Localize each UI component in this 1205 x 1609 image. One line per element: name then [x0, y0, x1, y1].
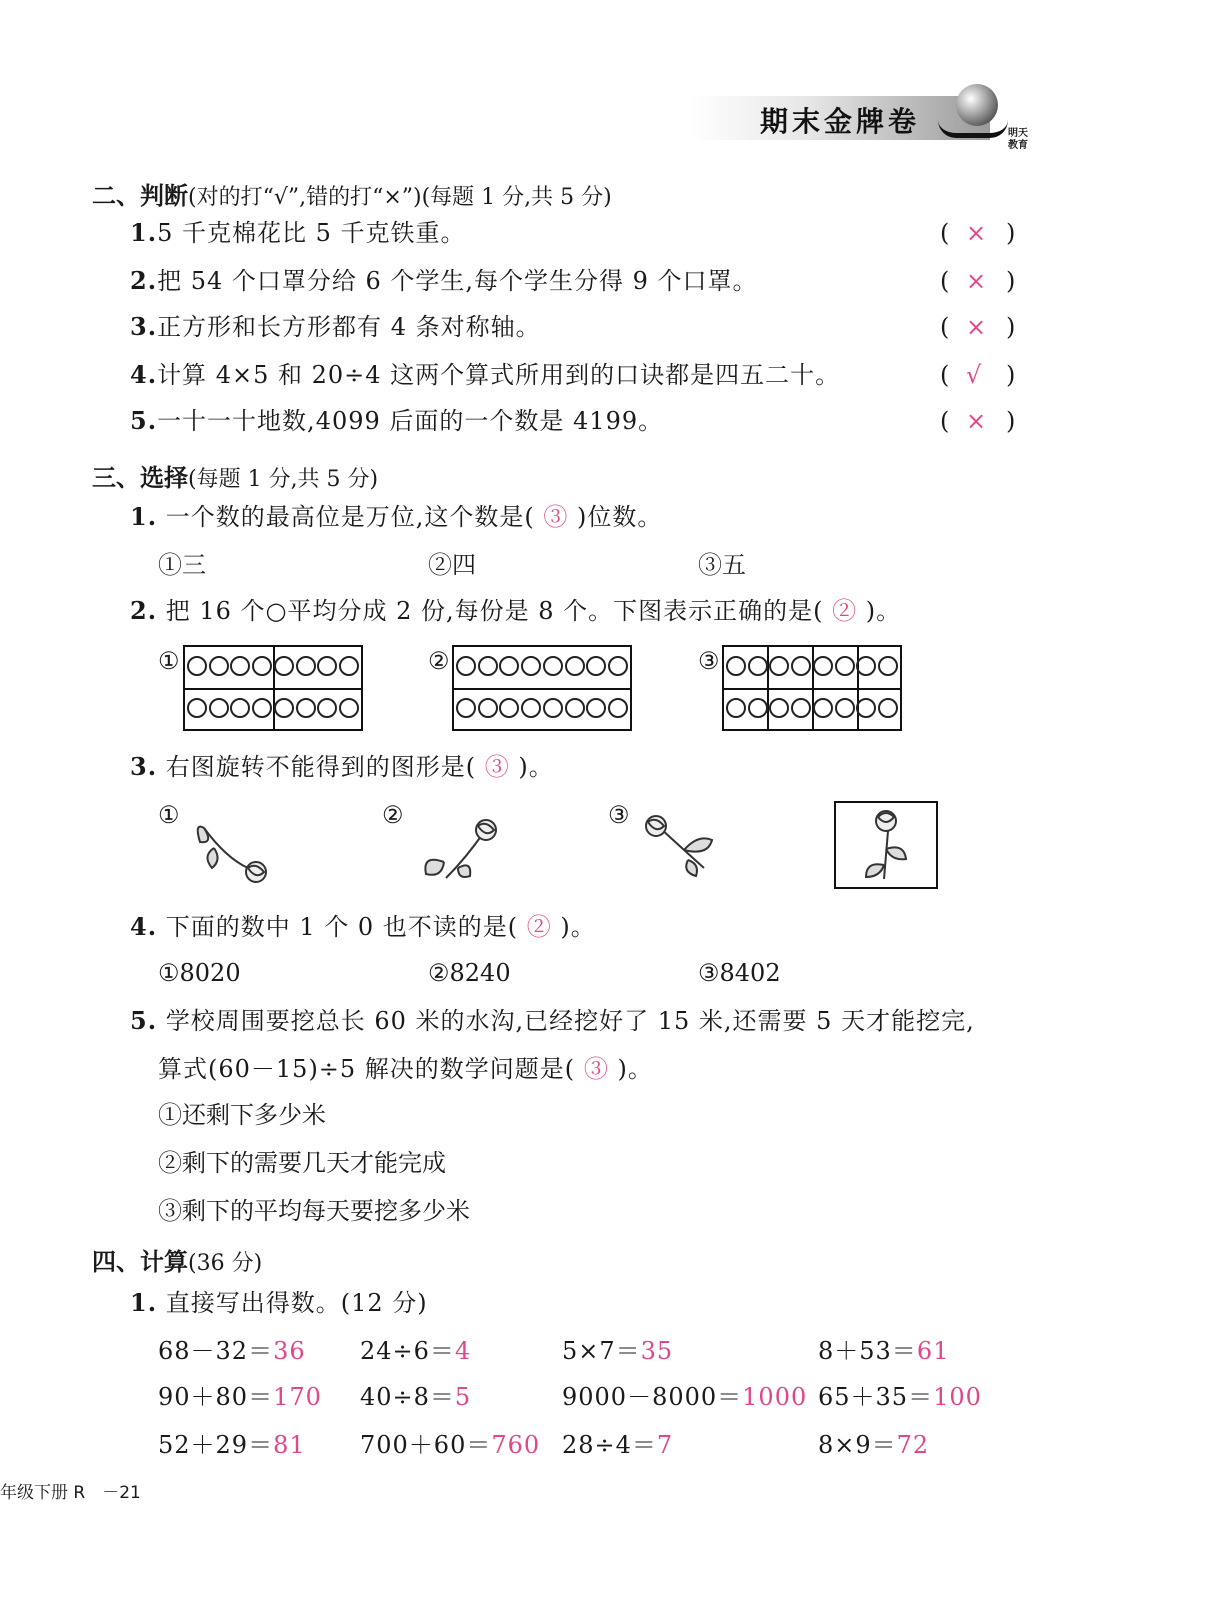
- circle-mark: [835, 656, 855, 676]
- circle-mark: [252, 698, 272, 718]
- circle-row: [726, 698, 898, 718]
- question-3-4: 4. 下面的数中 1 个 0 也不读的是( ② )。: [130, 912, 596, 941]
- circle-mark: [521, 656, 541, 676]
- answer: ②: [526, 913, 552, 941]
- circle-mark: [252, 656, 272, 676]
- reference-rose-figure: [834, 801, 938, 889]
- section-3-heading: 三、选择(每题 1 分,共 5 分): [92, 463, 379, 492]
- paren-close: ): [1006, 407, 1016, 435]
- judgement-item: 1.5 千克棉花比 5 千克铁重。: [130, 218, 466, 247]
- circle-mark: [230, 656, 250, 676]
- option: ②8240: [428, 959, 511, 987]
- calc-item: 8×9＝72: [818, 1431, 930, 1459]
- circle-mark: [339, 656, 359, 676]
- rose-icon: [836, 803, 936, 887]
- section-2-heading: 二、判断(对的打“√”,错的打“×”)(每题 1 分,共 5 分): [92, 181, 612, 210]
- calc-item: 28÷4＝7: [562, 1431, 674, 1459]
- circle-mark: [813, 656, 833, 676]
- judgement-item: 3.正方形和长方形都有 4 条对称轴。: [130, 312, 541, 341]
- circle-mark: [608, 698, 628, 718]
- circle-mark: [586, 698, 606, 718]
- circle-mark: [769, 698, 789, 718]
- circle-mark: [521, 698, 541, 718]
- question-4-1: 1. 直接写出得数。(12 分): [130, 1288, 428, 1317]
- circle-mark: [856, 656, 876, 676]
- circle-row: [187, 698, 359, 718]
- rose-figure-1: [186, 818, 276, 890]
- question-3-3: 3. 右图旋转不能得到的图形是( ③ )。: [130, 752, 554, 781]
- publisher-logo: 明天 教育: [1008, 128, 1028, 151]
- header-banner: [690, 84, 1050, 162]
- circle-grid-2: [452, 645, 632, 731]
- answer: 170: [273, 1383, 322, 1411]
- option: ①三: [158, 551, 206, 579]
- calc-item: 52＋29＝81: [158, 1431, 306, 1459]
- paren-close: ): [1006, 219, 1016, 247]
- circle-row: [456, 656, 628, 676]
- calc-item: 8＋53＝61: [818, 1337, 950, 1365]
- circle-mark: [769, 656, 789, 676]
- calc-item: 90＋80＝170: [158, 1383, 322, 1411]
- calc-item: 24÷6＝4: [360, 1337, 472, 1365]
- option: ②四: [428, 551, 476, 579]
- swoosh-icon: [938, 120, 1008, 138]
- circle-mark: [296, 698, 316, 718]
- option: ③五: [698, 551, 746, 579]
- circle-mark: [543, 698, 563, 718]
- figure-label: ③: [698, 647, 720, 675]
- answer: ②: [832, 597, 858, 625]
- answer-mark: ×: [966, 407, 987, 435]
- circle-mark: [187, 656, 207, 676]
- figure-label: ②: [382, 801, 404, 829]
- option: ②剩下的需要几天才能完成: [158, 1149, 446, 1177]
- circle-mark: [565, 656, 585, 676]
- circle-mark: [565, 698, 585, 718]
- option: ①还剩下多少米: [158, 1101, 326, 1129]
- answer: 72: [896, 1431, 930, 1459]
- circle-mark: [748, 698, 768, 718]
- option: ③8402: [698, 959, 781, 987]
- paren-close: ): [1006, 361, 1016, 389]
- circle-mark: [856, 698, 876, 718]
- circle-mark: [339, 698, 359, 718]
- circle-mark: [274, 656, 294, 676]
- paren-close: ): [1006, 267, 1016, 295]
- paren-open: (: [940, 361, 950, 389]
- circle-mark: [791, 698, 811, 718]
- circle-row: [456, 698, 628, 718]
- circle-mark: [456, 698, 476, 718]
- circle-mark: [187, 698, 207, 718]
- answer: 1000: [742, 1383, 808, 1411]
- calc-item: 700＋60＝760: [360, 1431, 541, 1459]
- answer: 35: [640, 1337, 674, 1365]
- circle-row: [726, 656, 898, 676]
- option: ①8020: [158, 959, 241, 987]
- circle-mark: [456, 656, 476, 676]
- paren-open: (: [940, 407, 950, 435]
- circle-mark: [726, 656, 746, 676]
- circle-mark: [835, 698, 855, 718]
- answer: 81: [273, 1431, 306, 1459]
- circle-grid-3: [722, 645, 902, 731]
- circle-mark: [478, 656, 498, 676]
- banner-title: 期末金牌卷: [760, 105, 921, 138]
- circle-mark: [317, 656, 337, 676]
- option: ③剩下的平均每天要挖多少米: [158, 1197, 470, 1225]
- circle-mark: [586, 656, 606, 676]
- answer: ③: [583, 1055, 609, 1083]
- circle-mark: [726, 698, 746, 718]
- answer: ③: [543, 503, 569, 531]
- circle-grid-1: [183, 645, 363, 731]
- rose-figure-3: [638, 810, 728, 882]
- circle-mark: [608, 656, 628, 676]
- circle-mark: [478, 698, 498, 718]
- answer: 4: [454, 1337, 472, 1365]
- answer-mark: ×: [966, 267, 987, 295]
- circle-mark: [748, 656, 768, 676]
- circle-mark: [813, 698, 833, 718]
- paren-open: (: [940, 219, 950, 247]
- circle-mark: [209, 698, 229, 718]
- answer: ③: [484, 753, 510, 781]
- answer: 7: [656, 1431, 674, 1459]
- calc-item: 5×7＝35: [562, 1337, 674, 1365]
- paren-open: (: [940, 267, 950, 295]
- circle-row: [187, 656, 359, 676]
- rose-figure-2: [414, 818, 502, 890]
- answer: 100: [933, 1383, 982, 1411]
- circle-mark: [878, 656, 898, 676]
- figure-label: ②: [428, 647, 450, 675]
- question-3-5: 5. 学校周围要挖总长 60 米的水沟,已经挖好了 15 米,还需要 5 天才能挖完,: [130, 1006, 975, 1035]
- answer: 61: [916, 1337, 950, 1365]
- calc-item: 65＋35＝100: [818, 1383, 982, 1411]
- circle-mark: [317, 698, 337, 718]
- answer-mark: ×: [966, 219, 987, 247]
- figure-label: ①: [158, 801, 180, 829]
- judgement-item: 2.把 54 个口罩分给 6 个学生,每个学生分得 9 个口罩。: [130, 266, 758, 295]
- section-4-heading: 四、计算(36 分): [92, 1247, 263, 1276]
- circle-mark: [274, 698, 294, 718]
- paren-close: ): [1006, 313, 1016, 341]
- calc-item: 9000－8000＝1000: [562, 1383, 808, 1411]
- answer-mark: √: [966, 361, 982, 389]
- judgement-item: 4.计算 4×5 和 20÷4 这两个算式所用到的口诀都是四五二十。: [130, 360, 841, 389]
- answer: 36: [273, 1337, 306, 1365]
- paren-open: (: [940, 313, 950, 341]
- figure-label: ①: [158, 647, 180, 675]
- question-3-1: 1. 一个数的最高位是万位,这个数是( ③ )位数。: [130, 502, 663, 531]
- question-3-2: 2. 把 16 个○平均分成 2 份,每份是 8 个。下图表示正确的是( ② )。: [130, 596, 902, 625]
- calc-item: 40÷8＝5: [360, 1383, 472, 1411]
- circle-mark: [543, 656, 563, 676]
- answer: 5: [454, 1383, 472, 1411]
- circle-mark: [878, 698, 898, 718]
- judgement-item: 5.一十一十地数,4099 后面的一个数是 4199。: [130, 406, 664, 435]
- circle-mark: [230, 698, 250, 718]
- page-footer: 年级下册 R －21: [0, 1483, 141, 1503]
- answer-mark: ×: [966, 313, 987, 341]
- figure-label: ③: [608, 801, 630, 829]
- circle-mark: [209, 656, 229, 676]
- circle-mark: [791, 656, 811, 676]
- circle-mark: [296, 656, 316, 676]
- answer: 760: [491, 1431, 541, 1459]
- calc-item: 68－32＝36: [158, 1337, 306, 1365]
- question-3-5-line2: 算式(60－15)÷5 解决的数学问题是( ③ )。: [158, 1055, 653, 1083]
- circle-mark: [499, 656, 519, 676]
- circle-mark: [499, 698, 519, 718]
